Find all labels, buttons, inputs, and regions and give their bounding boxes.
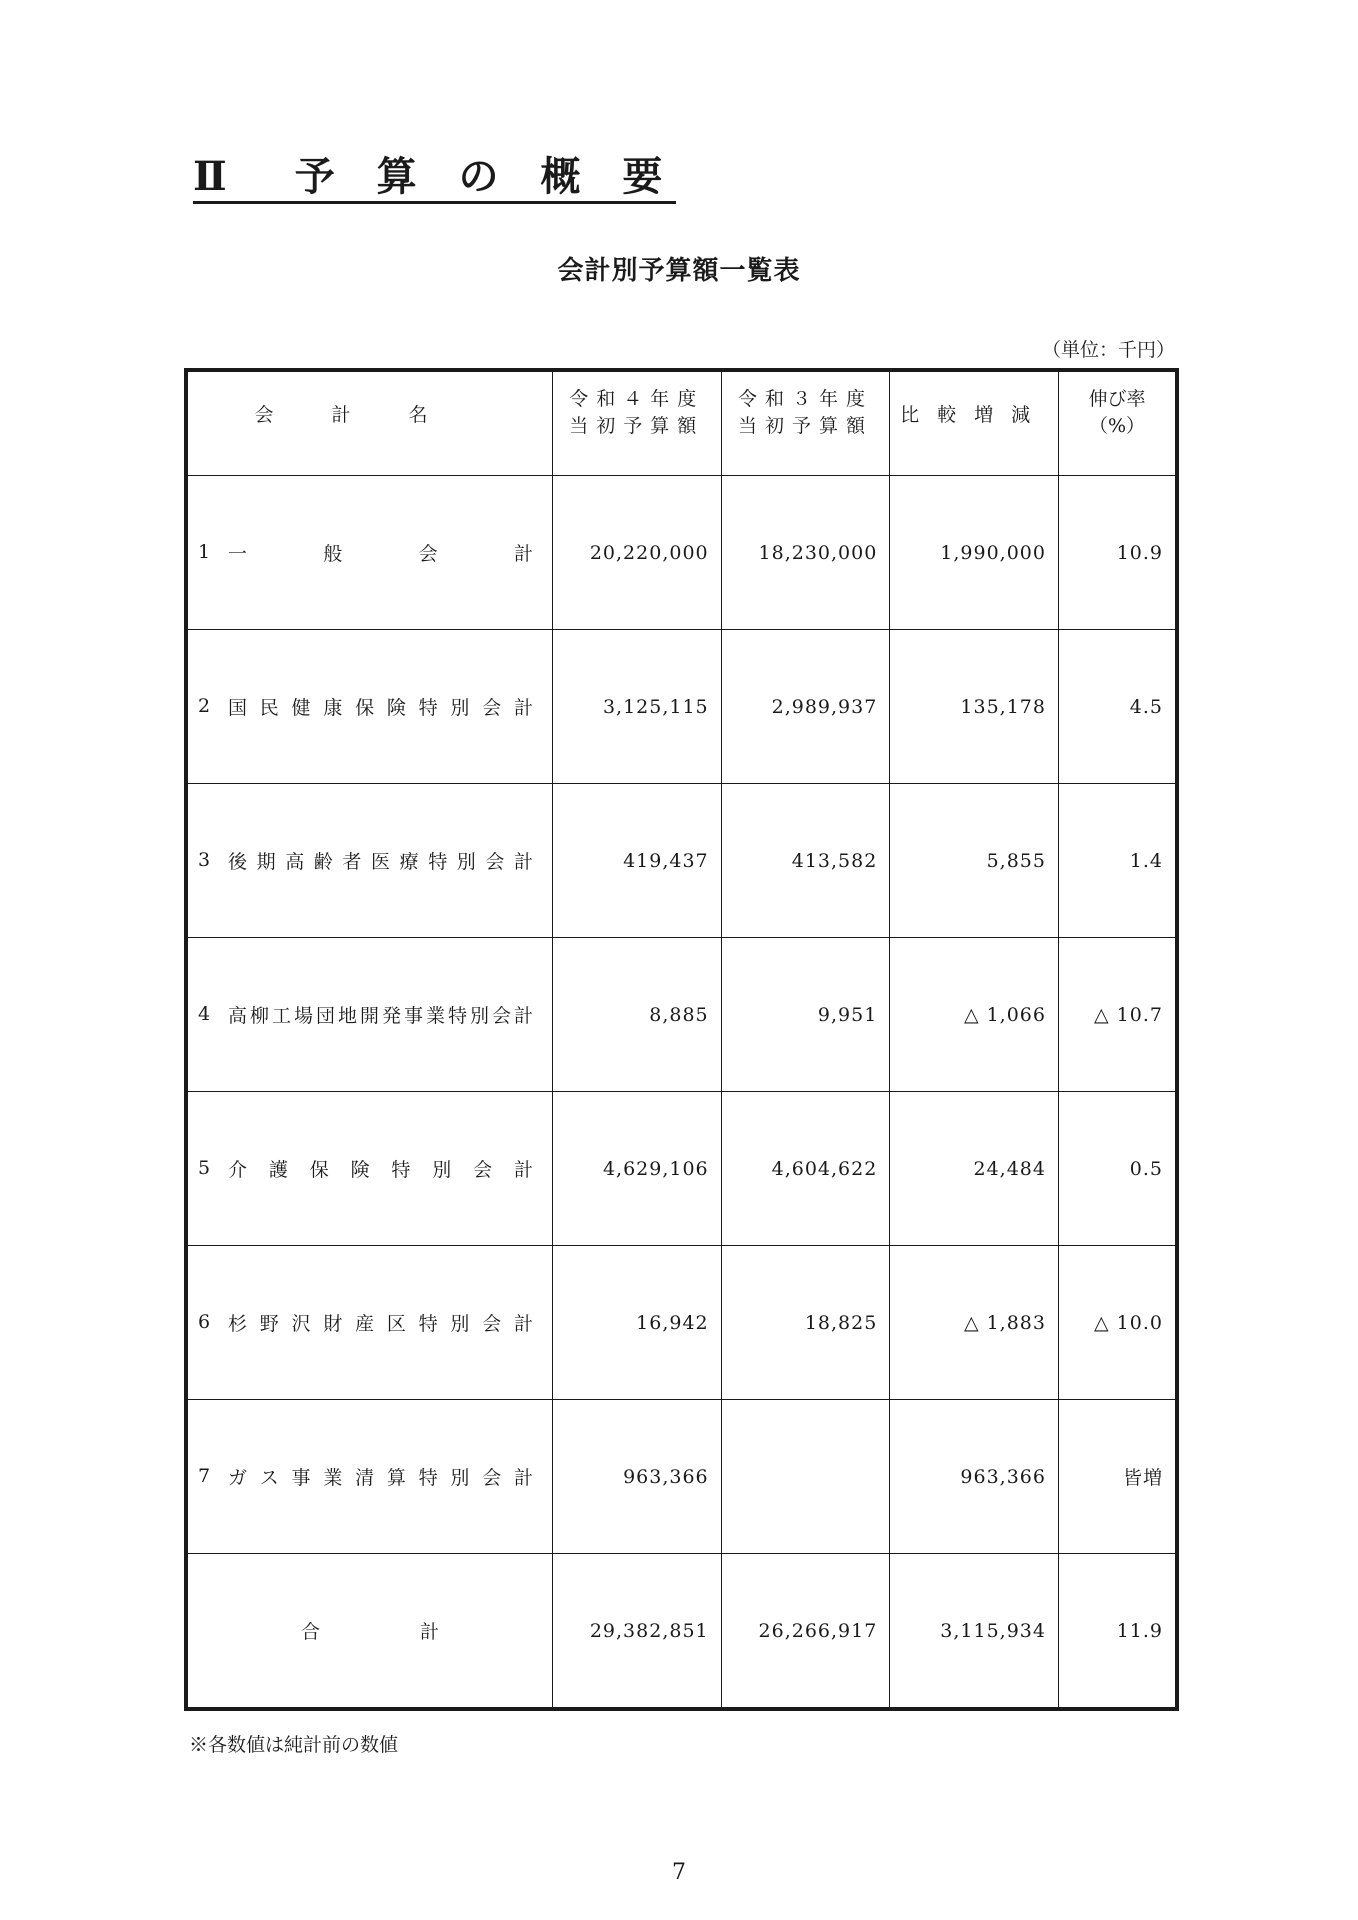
current-budget-cell: 963,366 — [552, 1400, 721, 1554]
account-name: 国民健康保険特別会計 — [228, 697, 533, 719]
table-title: 会計別予算額一覧表 — [557, 256, 801, 286]
total-growth-rate: 11.9 — [1058, 1554, 1177, 1710]
account-name: 一 般 会 計 — [228, 543, 533, 565]
row-number: 4 — [198, 1002, 211, 1025]
difference-cell: 963,366 — [890, 1400, 1059, 1554]
previous-budget-cell — [721, 1400, 890, 1554]
table-row — [186, 938, 1177, 1092]
table-row — [186, 1246, 1177, 1400]
difference-cell: △ 1,883 — [890, 1246, 1059, 1400]
growth-rate-cell: △ 10.7 — [1058, 938, 1177, 1092]
account-name: 杉野沢財産区特別会計 — [228, 1313, 533, 1335]
total-current-budget: 29,382,851 — [552, 1554, 721, 1710]
account-name-cell — [186, 1246, 552, 1400]
account-name-cell — [186, 1400, 552, 1554]
account-name: 高柳工場団地開発事業特別会計 — [228, 1005, 533, 1027]
page-number: 7 — [672, 1860, 686, 1885]
table-row — [186, 1400, 1177, 1554]
table-row — [186, 1092, 1177, 1246]
table-row — [186, 630, 1177, 784]
current-budget-cell: 3,125,115 — [552, 630, 721, 784]
section-heading: Ⅱ 予 算 の 概 要 — [193, 155, 676, 204]
account-name-cell — [186, 476, 552, 630]
growth-rate-cell: 4.5 — [1058, 630, 1177, 784]
growth-rate-cell: 皆増 — [1058, 1400, 1177, 1554]
total-difference: 3,115,934 — [890, 1554, 1059, 1710]
row-number: 3 — [198, 848, 211, 871]
account-name: 後期高齢者医療特別会計 — [228, 851, 533, 873]
current-budget-cell: 8,885 — [552, 938, 721, 1092]
header-difference: 比較増減 — [890, 370, 1059, 476]
growth-rate-cell: 10.9 — [1058, 476, 1177, 630]
difference-cell: 5,855 — [890, 784, 1059, 938]
table-row — [186, 476, 1177, 630]
growth-rate-cell: 1.4 — [1058, 784, 1177, 938]
previous-budget-cell: 18,825 — [721, 1246, 890, 1400]
row-number: 2 — [198, 694, 211, 717]
header-current-line2: 当初予算額 — [569, 415, 705, 437]
footnote: ※各数値は純計前の数値 — [189, 1734, 399, 1756]
growth-rate-cell: 0.5 — [1058, 1092, 1177, 1246]
header-account-name: 会計名 — [186, 370, 552, 476]
current-budget-cell: 4,629,106 — [552, 1092, 721, 1246]
difference-cell: 135,178 — [890, 630, 1059, 784]
total-row — [186, 1554, 1177, 1710]
header-previous-line2: 当初予算額 — [737, 415, 873, 437]
current-budget-cell: 20,220,000 — [552, 476, 721, 630]
account-name-cell — [186, 938, 552, 1092]
total-previous-budget: 26,266,917 — [721, 1554, 890, 1710]
previous-budget-cell: 9,951 — [721, 938, 890, 1092]
previous-budget-cell: 18,230,000 — [721, 476, 890, 630]
current-budget-cell: 16,942 — [552, 1246, 721, 1400]
budget-table — [184, 368, 1179, 1711]
table-row — [186, 784, 1177, 938]
difference-cell: △ 1,066 — [890, 938, 1059, 1092]
row-number: 1 — [198, 540, 211, 563]
previous-budget-cell: 413,582 — [721, 784, 890, 938]
header-previous-budget — [721, 370, 890, 476]
account-name-cell — [186, 630, 552, 784]
row-number: 6 — [198, 1310, 211, 1333]
row-number: 5 — [198, 1156, 211, 1179]
growth-rate-cell: △ 10.0 — [1058, 1246, 1177, 1400]
header-previous-line1: 令和３年度 — [737, 388, 873, 410]
difference-cell: 24,484 — [890, 1092, 1059, 1246]
header-rate-line1: 伸び率 — [1088, 388, 1146, 410]
header-current-line1: 令和４年度 — [569, 388, 705, 410]
header-current-budget — [552, 370, 721, 476]
account-name-cell — [186, 784, 552, 938]
account-name: ガス事業清算特別会計 — [228, 1467, 533, 1489]
difference-cell: 1,990,000 — [890, 476, 1059, 630]
account-name: 介護保険特別会計 — [228, 1159, 533, 1181]
header-rate-line2: （%） — [1088, 415, 1146, 437]
account-name-cell — [186, 1092, 552, 1246]
header-row — [186, 370, 1177, 476]
previous-budget-cell: 2,989,937 — [721, 630, 890, 784]
current-budget-cell: 419,437 — [552, 784, 721, 938]
unit-note: （単位：千円） — [1041, 339, 1175, 361]
row-number: 7 — [198, 1464, 211, 1487]
header-growth-rate — [1058, 370, 1177, 476]
previous-budget-cell: 4,604,622 — [721, 1092, 890, 1246]
total-label: 合計 — [186, 1554, 552, 1710]
